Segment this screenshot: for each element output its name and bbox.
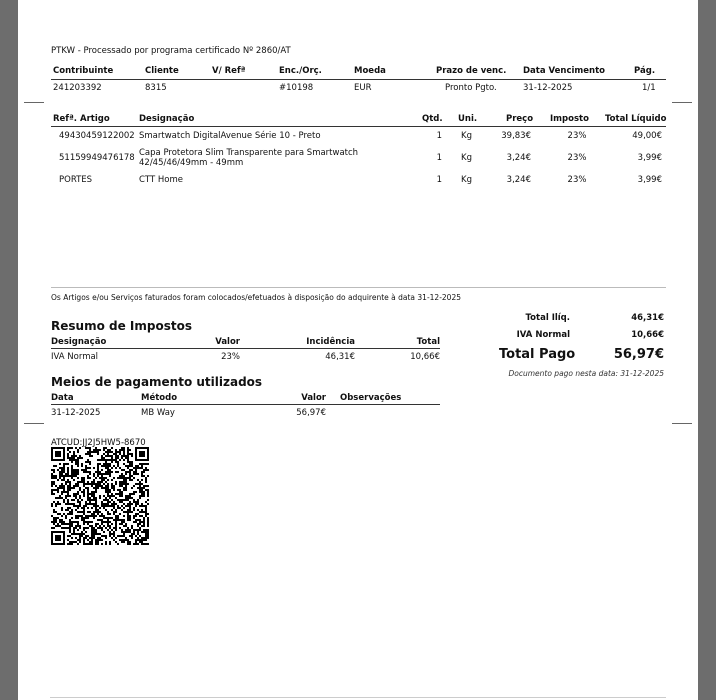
label-pagina: Pág. — [634, 66, 656, 76]
pay-row-data: 31-12-2025 — [51, 408, 101, 418]
pay-row-metodo: MB Way — [141, 408, 175, 418]
col-ref: Refª. Artigo — [53, 114, 110, 124]
row-ref: 51159949476178 — [59, 153, 135, 163]
value-contribuinte: 241203392 — [53, 83, 102, 93]
col-uni: Uni. — [458, 114, 478, 124]
tax-col-valor: Valor — [215, 337, 240, 347]
tax-col-incidencia: Incidência — [306, 337, 355, 347]
tax-row-designacao: IVA Normal — [51, 352, 99, 362]
margin-tick — [672, 102, 692, 103]
tax-row-valor: 23% — [221, 352, 240, 362]
value-data-vencimento: 31-12-2025 — [523, 83, 573, 93]
col-total: Total Líquido — [605, 114, 667, 124]
row-qtd: 1 — [436, 175, 442, 185]
row-uni: Kg — [461, 175, 472, 185]
payments-title: Meios de pagamento utilizados — [51, 375, 263, 389]
tax-summary-title: Resumo de Impostos — [51, 319, 192, 333]
paid-note: Documento pago nesta data: 31-12-2025 — [508, 369, 664, 378]
items-bottom-rule — [51, 287, 666, 288]
value-prazo: Pronto Pgto. — [445, 83, 497, 93]
row-total: 49,00€ — [632, 131, 662, 141]
margin-tick — [672, 423, 692, 424]
margin-tick — [24, 423, 44, 424]
row-imposto: 23% — [567, 175, 587, 185]
row-uni: Kg — [461, 153, 472, 163]
value-pagina: 1/1 — [642, 83, 656, 93]
availability-note: Os Artigos e/ou Serviços faturados foram colocados/efetuados à disposição do adquirente à data 31-12-2025 — [51, 293, 461, 302]
pay-col-metodo: Método — [141, 393, 178, 403]
row-preco: 3,24€ — [506, 153, 531, 163]
total-iliq-label: Total Ilíq. — [525, 313, 570, 323]
col-preco: Preço — [506, 114, 534, 124]
iva-value: 10,66€ — [631, 330, 664, 340]
label-moeda: Moeda — [354, 66, 386, 76]
value-enc: #10198 — [279, 83, 314, 93]
label-prazo: Prazo de venc. — [436, 66, 507, 76]
qr-code — [51, 447, 149, 545]
tax-row-total: 10,66€ — [410, 352, 440, 362]
col-qtd: Qtd. — [422, 114, 443, 124]
total-pago-label: Total Pago — [499, 347, 576, 362]
row-preco: 3,24€ — [506, 175, 531, 185]
row-ref: 49430459122002 — [59, 131, 135, 141]
margin-tick — [24, 102, 44, 103]
tax-header-rule — [51, 348, 440, 349]
col-imposto: Imposto — [550, 114, 589, 124]
row-qtd: 1 — [436, 153, 442, 163]
col-designacao: Designação — [139, 114, 195, 124]
page-bottom-rule — [50, 697, 666, 698]
row-imposto: 23% — [567, 131, 587, 141]
row-qtd: 1 — [436, 131, 442, 141]
value-cliente: 8315 — [145, 83, 167, 93]
qr-modules — [51, 447, 149, 545]
tax-col-designacao: Designação — [51, 337, 107, 347]
header-rule — [51, 79, 666, 80]
row-designacao: Capa Protetora Slim Transparente para Smartwatch — [139, 148, 359, 158]
total-iliq-value: 46,31€ — [631, 313, 664, 323]
label-cliente: Cliente — [145, 66, 179, 76]
total-pago-value: 56,97€ — [613, 347, 664, 362]
certification-text: PTKW - Processado por programa certificado Nº 2860/AT — [51, 46, 291, 56]
row-total: 3,99€ — [637, 175, 662, 185]
pay-col-valor: Valor — [301, 393, 326, 403]
value-moeda: EUR — [354, 83, 372, 93]
tax-col-total: Total — [416, 337, 440, 347]
row-designacao: CTT Home — [139, 175, 183, 185]
iva-label: IVA Normal — [516, 330, 570, 340]
label-vref: V/ Refª — [212, 66, 246, 76]
tax-row-incidencia: 46,31€ — [325, 352, 355, 362]
pay-col-data: Data — [51, 393, 74, 403]
row-imposto: 23% — [567, 153, 587, 163]
row-total: 3,99€ — [637, 153, 662, 163]
pay-col-observacoes: Observações — [340, 393, 402, 403]
row-uni: Kg — [461, 131, 472, 141]
atcud-code: ATCUD:JJ2J5HW5-8670 — [51, 438, 146, 448]
items-header-rule — [51, 126, 666, 127]
pay-row-valor: 56,97€ — [296, 408, 326, 418]
label-data-vencimento: Data Vencimento — [523, 66, 606, 76]
invoice-page — [18, 0, 698, 700]
label-contribuinte: Contribuinte — [53, 66, 114, 76]
row-designacao: Smartwatch DigitalAvenue Série 10 - Preto — [139, 131, 321, 141]
label-enc: Enc./Orç. — [279, 66, 322, 76]
row-preco: 39,83€ — [501, 131, 531, 141]
payments-header-rule — [51, 404, 440, 405]
row-designacao-line2: 42/45/46/49mm - 49mm — [139, 158, 244, 168]
row-ref: PORTES — [59, 175, 93, 185]
